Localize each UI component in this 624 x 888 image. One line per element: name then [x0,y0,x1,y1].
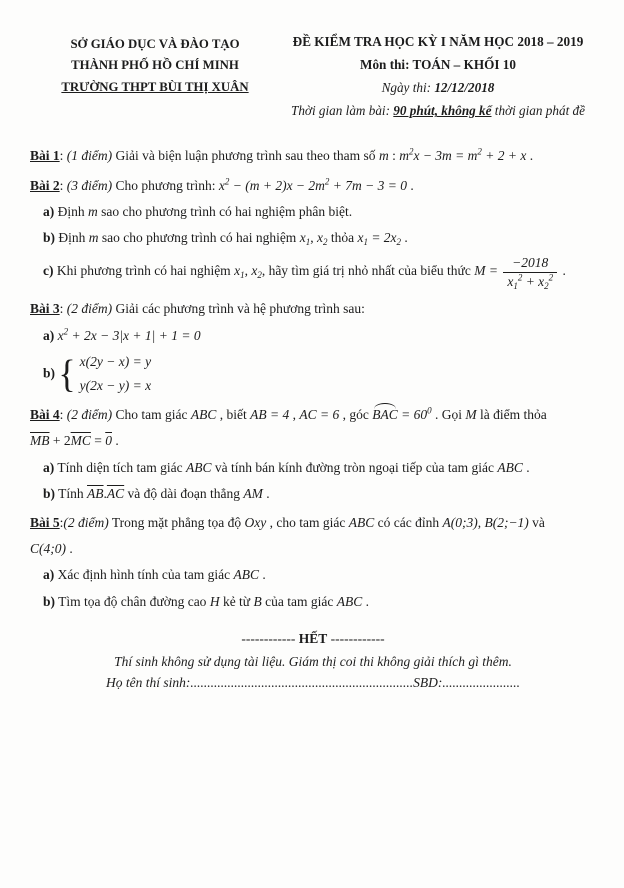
text-segment: (3 điểm) [66,177,113,193]
end-marker [30,631,596,647]
text-segment: m [378,148,389,164]
text-segment: $x_1 = 2x_2$ [357,230,402,248]
text-segment: , hãy tìm giá trị nhỏ nhất của biểu thức [261,263,475,279]
text-segment: b) [43,230,56,246]
system-equations [80,353,151,395]
text-segment: Môn thi: TOÁN – KHỐI 10 [360,57,516,73]
text-segment: Định [54,203,88,219]
text-segment: . [407,177,414,193]
system-brace: { [58,351,76,396]
exam-subject [280,53,596,76]
text-segment: kẻ từ [219,593,254,609]
text-segment: ABC [190,407,217,423]
system-equation-row: y(2x − y) = x [79,377,152,393]
text-segment: THÀNH PHỐ HỒ CHÍ MINH [71,58,239,73]
text-segment: 0 [105,433,112,449]
text-segment: Họ tên thí sinh: [106,674,191,690]
text-segment: m [88,203,98,219]
text-segment: , biết [216,407,251,423]
problems [30,147,596,611]
text-segment: $\overline{AB}$ [87,485,104,501]
text-segment: TRƯỜNG THPT BÙI THỊ XUÂN [61,79,249,94]
text-segment: , [289,407,300,423]
text-segment: Cho phương trình: [112,177,219,193]
text-segment: (2 điểm) [66,301,113,317]
problem-4 [30,406,596,424]
text-segment: Ngày thi: [381,80,435,96]
text-segment: AB = 4 [250,407,290,423]
text-segment: Oxy [244,515,267,531]
text-segment: Bài 2 [30,177,60,193]
text-segment: Bài 5 [30,515,60,531]
text-segment: : [59,301,67,317]
text-segment: $x_1$ [234,263,245,281]
text-segment: ABC [348,515,375,531]
text-segment: : [59,177,67,193]
problem-4-item-a [30,459,596,477]
text-segment: (1 điểm) [66,148,113,164]
problem-2-item-a [30,203,596,221]
text-segment: .................................................................. [190,674,414,690]
text-segment: a) [43,459,55,475]
text-segment: (2 điểm) [63,515,109,531]
text-segment: C(4;0) [30,541,66,557]
text-segment: $\overline{MB}$ [30,433,50,449]
problem-5-item-a [30,566,596,584]
text-segment: M = [474,263,502,279]
text-segment: , góc [339,407,373,423]
text-segment: Giải và biện luận phương trình sau theo tham số [112,148,379,164]
equation-system [58,353,151,395]
problem-3 [30,300,596,318]
text-segment: , cho tam giác [266,515,349,531]
issuer-school [30,77,280,98]
text-segment: a) [43,327,55,343]
text-segment: . [362,593,369,609]
problem-2-item-c [30,255,596,289]
text-segment: sao cho phương trình có hai nghiệm [98,230,300,246]
text-segment: Tính diện tích tam giác [54,459,186,475]
text-segment: $x^2 - (m + 2)x - 2m^2 + 7m - 3 = 0$ [218,176,408,193]
text-segment: $m^2x - 3m = m^2 + 2 + x$ [399,146,527,164]
text-segment: . [258,567,266,583]
text-segment: AM [243,485,263,501]
text-segment: Cho tam giác [112,407,191,423]
text-segment: H [209,593,220,609]
fraction-numerator: −2018 [503,255,557,273]
text-segment: và độ dài đoạn thẳng [124,485,244,501]
text-segment: b) [43,593,56,609]
fraction [503,255,557,289]
text-segment: Thời gian làm bài: [291,103,394,119]
text-segment: (2 điểm) [66,407,113,423]
exam-title [280,30,596,53]
exam-rules-note [30,654,596,670]
problem-2-item-b [30,229,596,247]
text-segment: BAC [372,406,398,424]
problem-1 [30,147,596,165]
text-segment: . [522,459,530,475]
text-segment: a) [43,567,55,583]
issuer-block [30,30,280,98]
exam-date [280,76,596,99]
footer [30,631,596,691]
text-segment: ....................... [442,674,520,690]
exam-title-block [280,30,596,122]
text-segment: ABC [233,567,259,583]
text-segment: : [59,407,67,423]
text-segment: a) [43,203,55,219]
text-segment: , [244,263,252,279]
text-segment: ABC [185,459,212,475]
text-segment: 12/12/2018 [434,80,495,96]
text-segment: + 2 [49,433,71,449]
problem-4-item-b [30,485,596,503]
problem-5-item-b [30,593,596,611]
text-segment: Tính [55,485,88,501]
text-segment: sao cho phương trình có hai nghiệm phân biệt. [97,203,353,219]
text-segment: Xác định hình tính của tam giác [54,567,234,583]
text-segment: có các đỉnh [374,515,443,531]
text-segment: thỏa [327,230,358,246]
fraction-denominator: $x_1^2 + x_2^2$ [507,272,554,291]
text-segment: Khi phương trình có hai nghiệm [53,263,235,279]
text-segment: . [559,263,566,279]
text-segment: B [253,593,262,609]
problem-5-vertex-c [30,540,596,558]
exam-duration [280,99,596,122]
text-segment: là điểm thỏa [476,407,547,423]
text-segment: Bài 3 [30,301,60,317]
text-segment: 90 phút, không kể [393,103,492,119]
text-segment: . Gọi [431,407,466,423]
text-segment: , [477,515,485,531]
text-segment: $x_1$ [299,230,311,248]
text-segment: : [388,148,400,164]
text-segment: ABC [497,459,523,475]
text-segment: AC = 6 [299,407,340,423]
problem-3-item-b [30,353,596,395]
text-segment: , [310,230,317,246]
problem-5 [30,514,596,532]
text-segment: Tìm tọa độ chân đường cao [55,593,210,609]
text-segment: . [401,230,408,246]
text-segment: ABC [336,593,363,609]
text-segment: Bài 4 [30,407,60,423]
text-segment: ĐỀ KIỂM TRA HỌC KỲ I NĂM HỌC 2018 – 2019 [292,34,584,49]
text-segment: . [262,485,270,501]
text-segment: $\overline{MC}$ [70,433,91,449]
text-segment: Thí sinh không sử dụng tài liệu. Giám thị coi thi không giải thích gì thêm. [114,653,512,669]
candidate-name-line [30,675,596,691]
text-segment: m [88,230,99,246]
issuer-city [30,55,280,76]
text-segment: B(2;−1) [484,515,529,531]
text-segment: ------------ [241,630,299,646]
text-segment: Định [55,230,89,246]
text-segment: $\overline{AC}$ [106,485,125,501]
problem-3-item-a [30,327,596,345]
text-segment: SBD: [413,674,443,690]
text-segment: . [526,148,534,164]
problem-4-vector-condition [30,432,596,450]
issuer-department [30,34,280,55]
text-segment: : [59,515,64,531]
text-segment: M [465,407,477,423]
system-equation-row: x(2y − x) = y [79,353,152,369]
text-segment: ------------ [327,630,385,646]
text-segment: Giải các phương trình và hệ phương trình sau: [112,301,365,317]
text-segment: c) [43,263,54,279]
text-segment: $x_2$ [316,230,328,248]
text-segment: Trong mặt phẳng tọa độ [108,515,245,531]
text-segment: . [66,541,73,557]
text-segment: của tam giác [261,593,337,609]
text-segment: A(0;3) [442,515,478,531]
text-segment: $x_2$ [251,263,262,281]
header [30,30,596,122]
text-segment: = $60^0$ [397,405,432,423]
text-segment: và tính bán kính đường tròn ngoại tiếp của tam giác [211,459,498,475]
text-segment: b) [43,365,56,381]
text-segment: thời gian phát đề [491,103,585,119]
text-segment: . [103,485,107,501]
problem-2 [30,177,596,195]
text-segment: SỞ GIÁO DỤC VÀ ĐÀO TẠO [70,37,240,51]
text-segment: = [90,433,106,449]
text-segment: Bài 1 [30,148,60,164]
text-segment: HẾT [298,630,328,646]
text-segment: b) [43,485,56,501]
text-segment: . [112,433,119,449]
text-segment: : [59,148,67,164]
text-segment: và [528,515,545,531]
text-segment: $x^2 + 2x - 3|x + 1| + 1 = 0$ [57,326,201,343]
